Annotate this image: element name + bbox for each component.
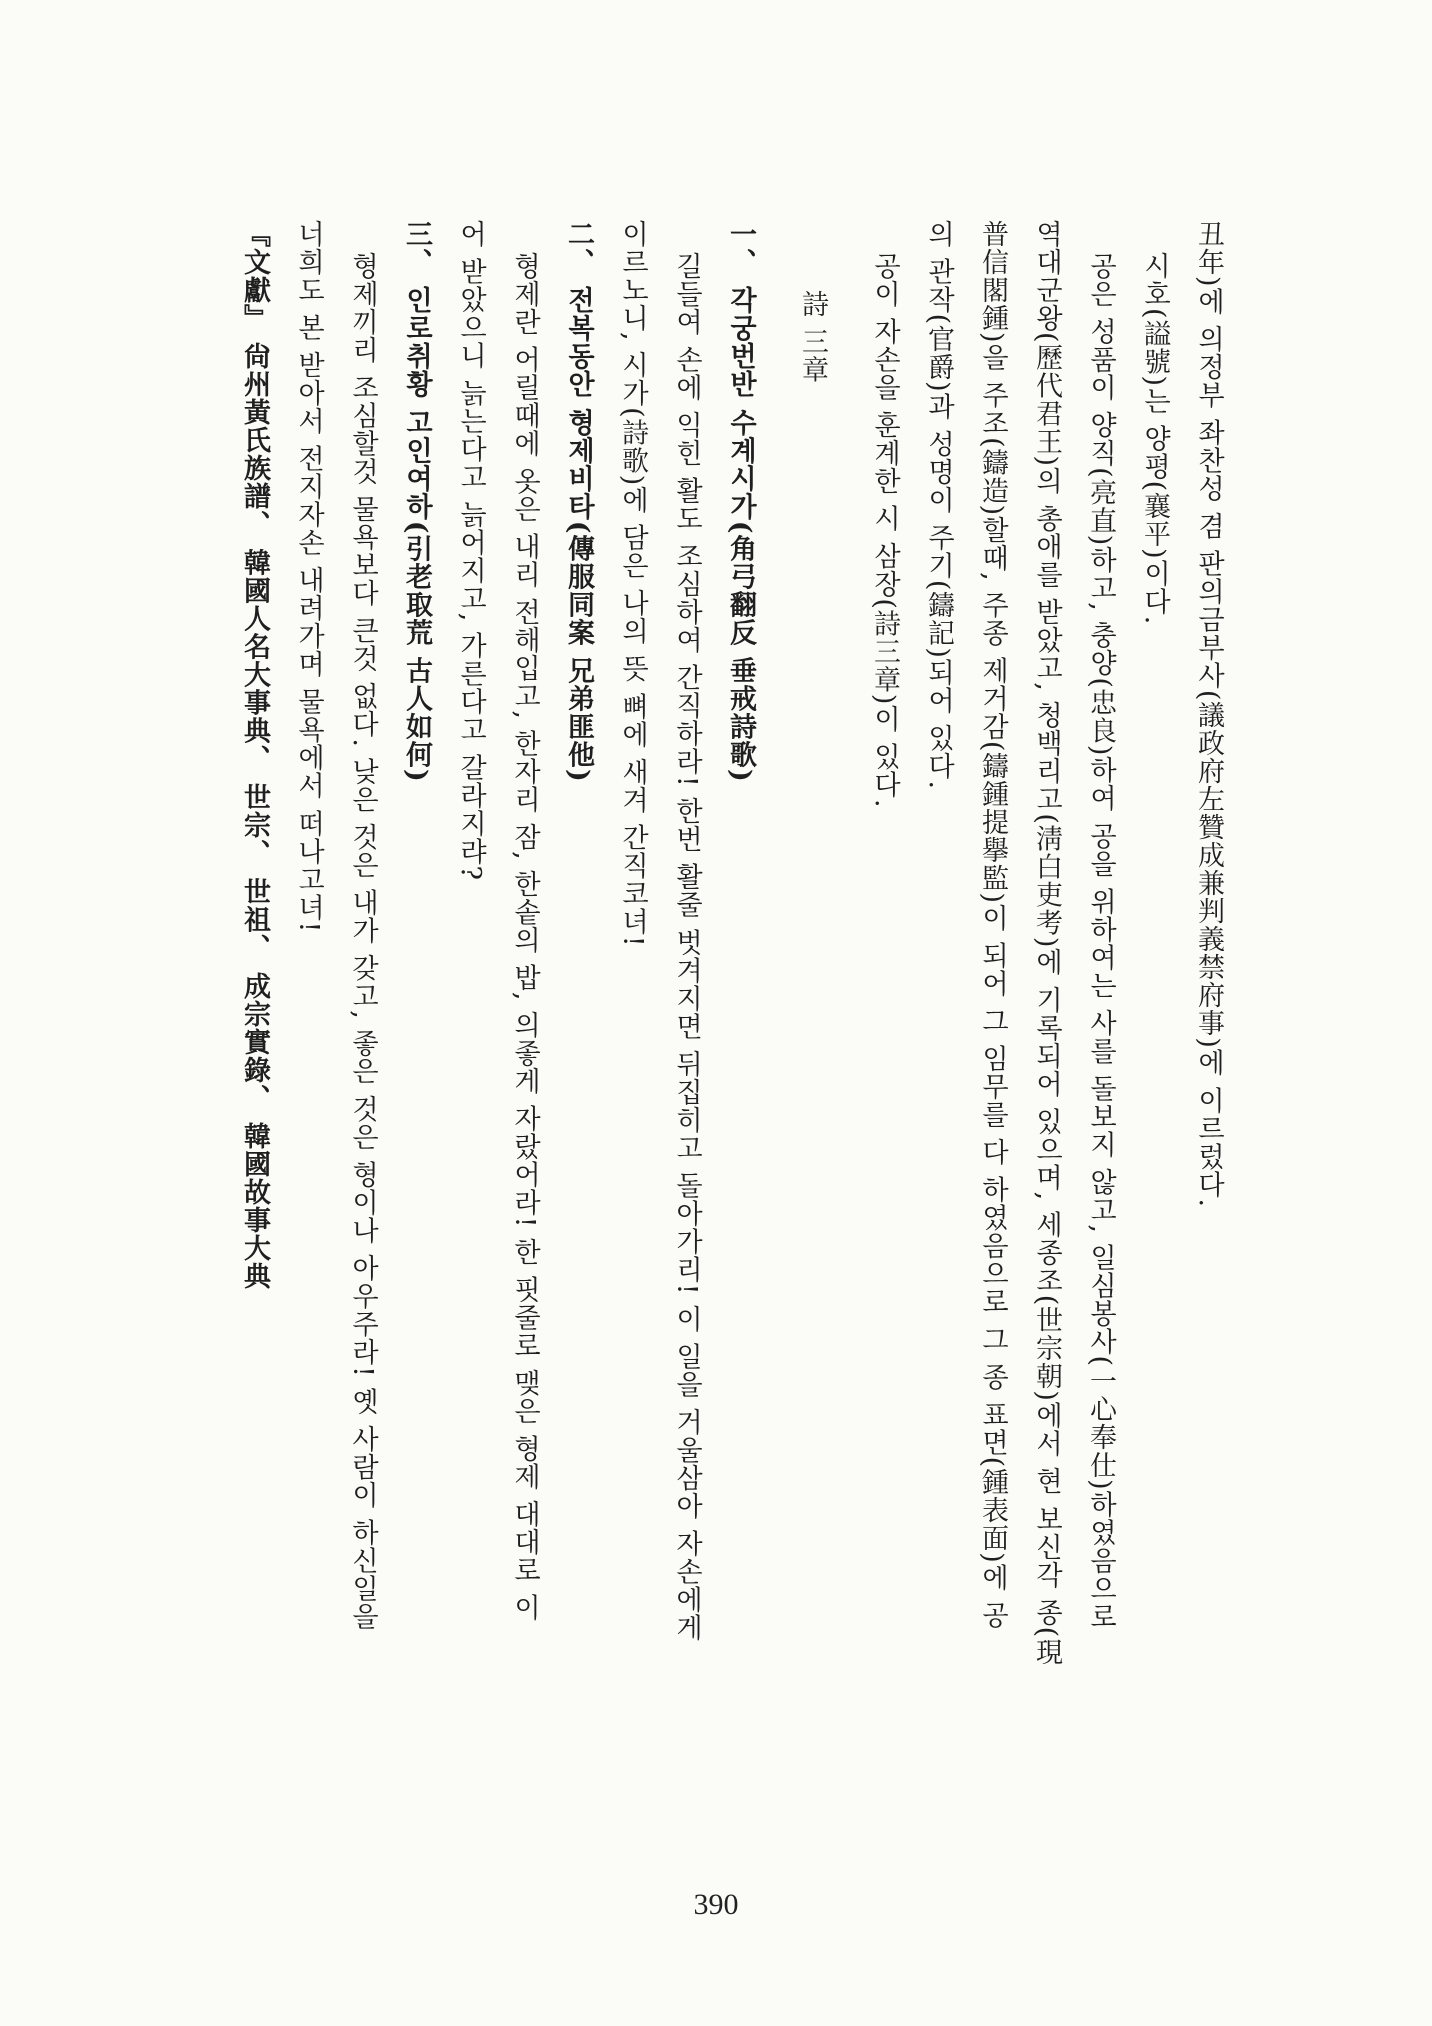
poem-item-1-title: 一、 각궁번반 수계시가(角弓翻反 垂戒詩歌) <box>725 220 756 783</box>
text-column-2: 시호(謚號)는 양평(襄平)이다. <box>1139 252 1170 626</box>
poem-item-2-line-2: 어 받았으니 늙는다고 늙어지고, 가른다고 갈라지랴? <box>455 220 486 881</box>
references-line: 『文獻』 尙州黃氏族譜、 韓國人名大事典、 世宗、 世祖、 成宗實錄、 韓國故事大典 <box>239 220 270 1291</box>
poem-item-3-line-2: 너희도 본 받아서 전지자손 내려가며 물욕에서 떠나고녀! <box>293 220 324 934</box>
text-column-1: 丑年)에 의정부 좌찬성 겸 판의금부사(議政府左贊成兼判義禁府事)에 이르렀다. <box>1193 220 1224 1209</box>
poem-item-2-line-1: 형제란 어릴때에 옷은 내리 전해입고, 한자리 잠, 한솥의 밥, 의좋게 자랐어라! 한 핏줄로 맺은 형제 대대로 이 <box>509 252 540 1622</box>
text-column-4: 역대군왕(歷代君王)의 총애를 받았고, 청백리고(淸白吏考)에 기록되어 있으며, 세종조(世宗朝)에서 현 보신각 종(現 <box>1031 220 1062 1667</box>
text-column-5: 普信閣鍾)을 주조(鑄造)할때, 주종 제거감(鑄鍾提擧監)이 되어 그 임무를 다 하였음으로 그 종 표면(鍾表面)에 공 <box>977 220 1008 1630</box>
text-column-3: 공은 성품이 양직(亮直)하고, 충양(忠良)하여 공을 위하여는 사를 돌보지 않고, 일심봉사(一心奉仕)하였음으로 <box>1085 252 1116 1631</box>
vertical-text-block <box>224 220 1232 1920</box>
page-number: 390 <box>693 1888 739 1921</box>
text-column-6: 의 관작(官爵)과 성명이 주기(鑄記)되어 있다. <box>923 220 954 791</box>
poem-heading: 詩 三章 <box>797 290 828 384</box>
poem-item-3-title: 三、 인로취황 고인여하(引老取荒 古人如何) <box>401 220 432 783</box>
text-column-7: 공이 자손을 훈계한 시 삼장(詩三章)이 있다. <box>869 252 900 809</box>
poem-item-2-title: 二、 전복동안 형제비타(傳服同案 兄弟匪他) <box>563 220 594 783</box>
poem-item-1-line-2: 이르노니, 시가(詩歌)에 담은 나의 뜻 뼈에 새겨 간직코녀! <box>617 220 648 948</box>
poem-item-3-line-1: 형제끼리 조심할것 물욕보다 큰것 없다. 낮은 것은 내가 갖고, 좋은 것은 형이나 아우주라! 옛 사람이 하신일을 <box>347 252 378 1631</box>
poem-item-1-line-1: 길들여 손에 익힌 활도 조심하여 간직하라! 한번 활줄 벗겨지면 뒤집히고 돌아가리! 이 일을 거울삼아 자손에게 <box>671 252 702 1642</box>
